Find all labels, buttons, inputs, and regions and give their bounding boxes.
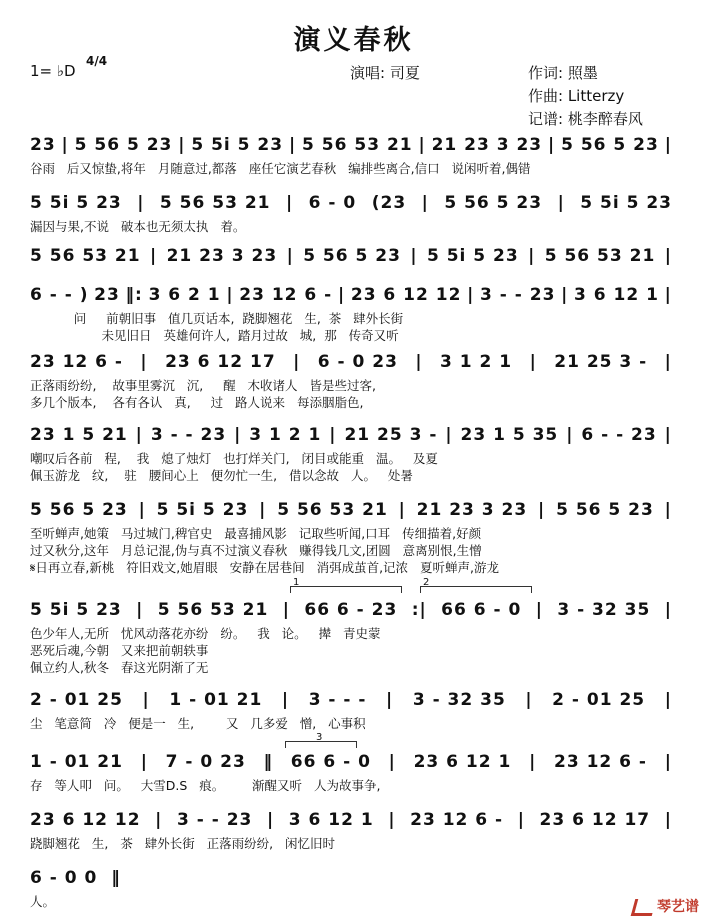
barline: | <box>136 600 144 620</box>
notation-line <box>30 246 672 266</box>
barline: | <box>525 690 533 710</box>
notation-measure: 23 <box>94 285 120 305</box>
barline: ‖: <box>125 285 143 305</box>
barline: | <box>467 285 475 305</box>
barline: | <box>566 425 574 445</box>
notation-measure: 21 23 3 23 <box>416 500 528 520</box>
notation-line <box>30 285 672 305</box>
notation-measure: 3 6 12 1 <box>574 285 659 305</box>
notation-measure: 23 6 12 17 <box>539 810 651 830</box>
notation-measure: 3 - 32 35 <box>412 690 506 710</box>
barline: | <box>445 425 453 445</box>
lyricist-credit: 作词: 照墨 <box>528 64 598 82</box>
notation-measure: 23 1 5 35 <box>460 425 559 445</box>
notation-measure: 6 - - ) <box>30 285 89 305</box>
notation-measure: 5 56 53 21 <box>30 246 141 266</box>
barline: | <box>388 810 396 830</box>
volta-second-label: 2 <box>423 577 430 588</box>
barline: | <box>138 500 146 520</box>
notation-measure: 1 - 01 21 <box>169 690 263 710</box>
barline: | <box>293 352 301 372</box>
notation-measure: 5 5i 5 23 <box>30 193 122 213</box>
barline: | <box>410 246 418 266</box>
barline: | <box>398 500 406 520</box>
notation-measure: 5 56 53 21 <box>157 600 269 620</box>
notation-measure: 5 56 5 23 <box>74 135 173 155</box>
notation-measure: 6 - 0 0 <box>30 868 98 888</box>
notation-measure: 5 56 53 21 <box>159 193 271 213</box>
lyric-line: 跷脚翘花 生, 茶 肆外长街 正落雨纷纷, 闲忆旧时 <box>30 836 336 851</box>
barline: | <box>149 246 158 266</box>
barline: | <box>517 810 525 830</box>
barline: | <box>664 285 672 305</box>
lyric-line: 问 前朝旧事 值几页话本, 跷脚翘花 生, 茶 肆外长街 <box>30 311 404 326</box>
notation-measure: 5 5i 5 23 <box>156 500 249 520</box>
barline: | <box>142 690 150 710</box>
barline: | <box>664 810 672 830</box>
notation-measure: 66 6 - 0 <box>290 752 371 772</box>
notation-measure: 23 12 6 - <box>239 285 333 305</box>
notation-measure: 5 5i 5 23 <box>30 600 122 620</box>
notation-line <box>30 500 672 520</box>
barline: | <box>140 352 148 372</box>
barline: | <box>529 752 537 772</box>
notation-measure: 5 56 53 21 <box>302 135 413 155</box>
barline: | <box>135 425 143 445</box>
notation-line <box>30 810 672 830</box>
notation-measure: 5 56 5 23 <box>30 500 128 520</box>
barline: | <box>664 500 672 520</box>
notation-measure: 5 56 5 23 <box>303 246 401 266</box>
notation-line <box>30 690 672 710</box>
notation-line <box>30 600 672 620</box>
barline: | <box>388 752 396 772</box>
notation-measure: 21 25 3 - <box>554 352 648 372</box>
barline: | <box>282 600 290 620</box>
lyric-line: 佩立约人,秋冬 春这光阴渐了无 <box>30 660 209 675</box>
lyric-line: 恶死后魂,今朝 又来把前朝轶事 <box>30 643 209 658</box>
watermark-logo <box>633 896 699 916</box>
notation-measure: 23 12 6 - <box>410 810 504 830</box>
barline: | <box>415 352 423 372</box>
song-title: 演义春秋 <box>293 25 414 56</box>
barline: | <box>548 135 556 155</box>
notation-line <box>30 135 672 155</box>
lyric-line: 尘 笔意简 冷 便是一 生, 又 几多爱 憎, 心事积 <box>30 716 366 731</box>
lyric-line: 谷雨 后又惊蛰,将年 月随意过,都落 座任它演艺春秋 编排些离合,信口 说闲听着,偶错 <box>30 161 531 176</box>
barline: | <box>535 600 543 620</box>
notation-measure: (23 <box>371 193 407 213</box>
barline: | <box>664 752 672 772</box>
notation-line <box>30 752 672 772</box>
barline: | <box>664 690 672 710</box>
lyric-line: 人。 <box>30 894 56 909</box>
notation-measure: 3 - - 23 <box>480 285 556 305</box>
barline: | <box>418 135 426 155</box>
barline: | <box>226 285 234 305</box>
barline: | <box>285 193 294 213</box>
notation-measure: 3 - 32 35 <box>557 600 651 620</box>
key-signature: 1= ♭D <box>30 62 76 80</box>
barline: | <box>421 193 429 213</box>
notation-measure: 23 12 6 - <box>30 352 123 372</box>
barline: | <box>281 690 290 710</box>
barline: | <box>140 752 148 772</box>
barline: | <box>664 135 672 155</box>
notation-measure: 3 6 12 1 <box>288 810 374 830</box>
composer-credit: 作曲: Litterzy <box>528 87 625 105</box>
notation-measure: 3 - - 23 <box>150 425 227 445</box>
notation-measure: 5 5i 5 23 <box>426 246 519 266</box>
notation-measure: 2 - 01 25 <box>552 690 646 710</box>
notation-measure: 6 - 0 <box>308 193 357 213</box>
notation-measure: 1 - 01 21 <box>30 752 123 772</box>
notation-measure: 21 23 3 23 <box>431 135 543 155</box>
lyric-line: 色少年人,无所 忧风动落花亦纷 纷。 我 论。 撵 青史蒙 <box>30 626 381 641</box>
lyric-line: 嘲叹后各前 程, 我 熄了烛灯 也打烊关门, 闭目或能重 温。 及夏 <box>30 451 438 466</box>
barline: | <box>664 246 672 266</box>
barline: | <box>529 352 537 372</box>
notation-measure: 3 1 2 1 <box>440 352 513 372</box>
lyric-line: 至听蝉声,她策 马过城门,稗官史 最喜捕风影 记取些听闻,口耳 传细描着,好颜 <box>30 526 482 541</box>
notation-measure: 23 6 12 12 <box>350 285 462 305</box>
notation-line <box>30 868 121 888</box>
notation-measure: 21 25 3 - <box>344 425 438 445</box>
barline: | <box>155 810 163 830</box>
notation-measure: 7 - 0 23 <box>165 752 246 772</box>
barline: | <box>561 285 569 305</box>
notation-measure: 5 5i 5 23 <box>191 135 284 155</box>
barline: | <box>137 193 145 213</box>
barline: | <box>178 135 186 155</box>
notation-measure: 23 6 12 17 <box>165 352 276 372</box>
barline: ‖ <box>111 868 121 888</box>
barline: | <box>664 352 672 372</box>
notation-measure: 3 - - - <box>308 690 367 710</box>
barline: | <box>664 600 672 620</box>
barline: | <box>259 500 267 520</box>
notation-measure: 5 56 53 21 <box>544 246 656 266</box>
notation-measure: 23 <box>30 135 56 155</box>
triplet-label: 3 <box>316 732 323 743</box>
notation-measure: 23 1 5 21 <box>30 425 128 445</box>
notation-measure: 3 6 2 1 <box>148 285 221 305</box>
lyric-line: 佩玉游龙 纹, 驻 腰间心上 便勿忙一生, 借以念故 人。 处暑 <box>30 468 413 483</box>
triplet-bracket <box>285 732 357 748</box>
notation-measure: 5 56 5 23 <box>556 500 654 520</box>
barline: | <box>288 135 297 155</box>
lyric-line: 漏因与果,不说 破本也无须太执 着。 <box>30 219 246 234</box>
time-signature-value: 4/4 <box>86 54 108 68</box>
barline: | <box>386 690 394 710</box>
barline: | <box>664 425 672 445</box>
lyric-line: 正落雨纷纷, 故事里雾沉 沉, 醒 木收诸人 皆是些过客, <box>30 378 376 393</box>
volta-second-ending <box>420 577 532 593</box>
notation-measure: 23 6 12 12 <box>30 810 141 830</box>
volta-first-ending <box>290 577 402 593</box>
lyric-line: 过又秋分,这年 月总记混,伪与真不过演义春秋 赚得钱几文,团圆 意离别恨,生憎 <box>30 543 482 558</box>
notation-measure: 5 5i 5 23 <box>580 193 672 213</box>
barline: | <box>61 135 69 155</box>
time-signature <box>86 56 107 67</box>
barline: | <box>337 285 346 305</box>
volta-first-label: 1 <box>293 577 300 588</box>
notation-line <box>30 193 672 213</box>
notation-measure: 5 56 5 23 <box>444 193 543 213</box>
notation-measure: 5 56 5 23 <box>561 135 659 155</box>
transcriber-credit: 记谱: 桃李醉春风 <box>528 110 643 128</box>
lyric-line: 存 等人叩 问。 大雪D.S 痕。 渐醒又听 人为故事争, <box>30 778 381 793</box>
lyric-line: 多几个版本, 各有各认 真, 过 路人说来 每添胭脂色, <box>30 395 364 410</box>
notation-measure: 21 23 3 23 <box>166 246 278 266</box>
barline: | <box>329 425 337 445</box>
barline: :| <box>411 600 427 620</box>
barline: | <box>286 246 294 266</box>
barline: | <box>266 810 275 830</box>
notation-line <box>30 352 672 372</box>
barline: | <box>557 193 565 213</box>
notation-measure: 6 - 0 23 <box>317 352 398 372</box>
barline: | <box>528 246 536 266</box>
logo-icon <box>631 899 657 916</box>
barline: | <box>234 425 242 445</box>
notation-measure: 66 6 - 0 <box>441 600 522 620</box>
lyric-line: 未见旧日 英雄何许人, 踏月过故 城, 那 传奇又听 <box>30 328 399 343</box>
barline: ‖ <box>263 752 274 772</box>
lyric-line: 𝄋日再立春,新桃 符旧戏文,她眉眼 安静在居巷间 消弭成茧首,记浓 夏听蝉声,游龙 <box>30 560 499 575</box>
watermark-text: 琴艺谱 <box>657 899 699 915</box>
notation-measure: 6 - - 23 <box>581 425 657 445</box>
singer-credit: 演唱: 司夏 <box>350 64 420 82</box>
notation-measure: 23 12 6 - <box>554 752 647 772</box>
notation-measure: 5 56 53 21 <box>277 500 388 520</box>
notation-measure: 23 6 12 1 <box>413 752 512 772</box>
notation-line <box>30 425 672 445</box>
notation-measure: 3 1 2 1 <box>249 425 322 445</box>
barline: | <box>538 500 546 520</box>
notation-measure: 2 - 01 25 <box>30 690 123 710</box>
notation-measure: 3 - - 23 <box>177 810 253 830</box>
notation-measure: 66 6 - 23 <box>304 600 398 620</box>
